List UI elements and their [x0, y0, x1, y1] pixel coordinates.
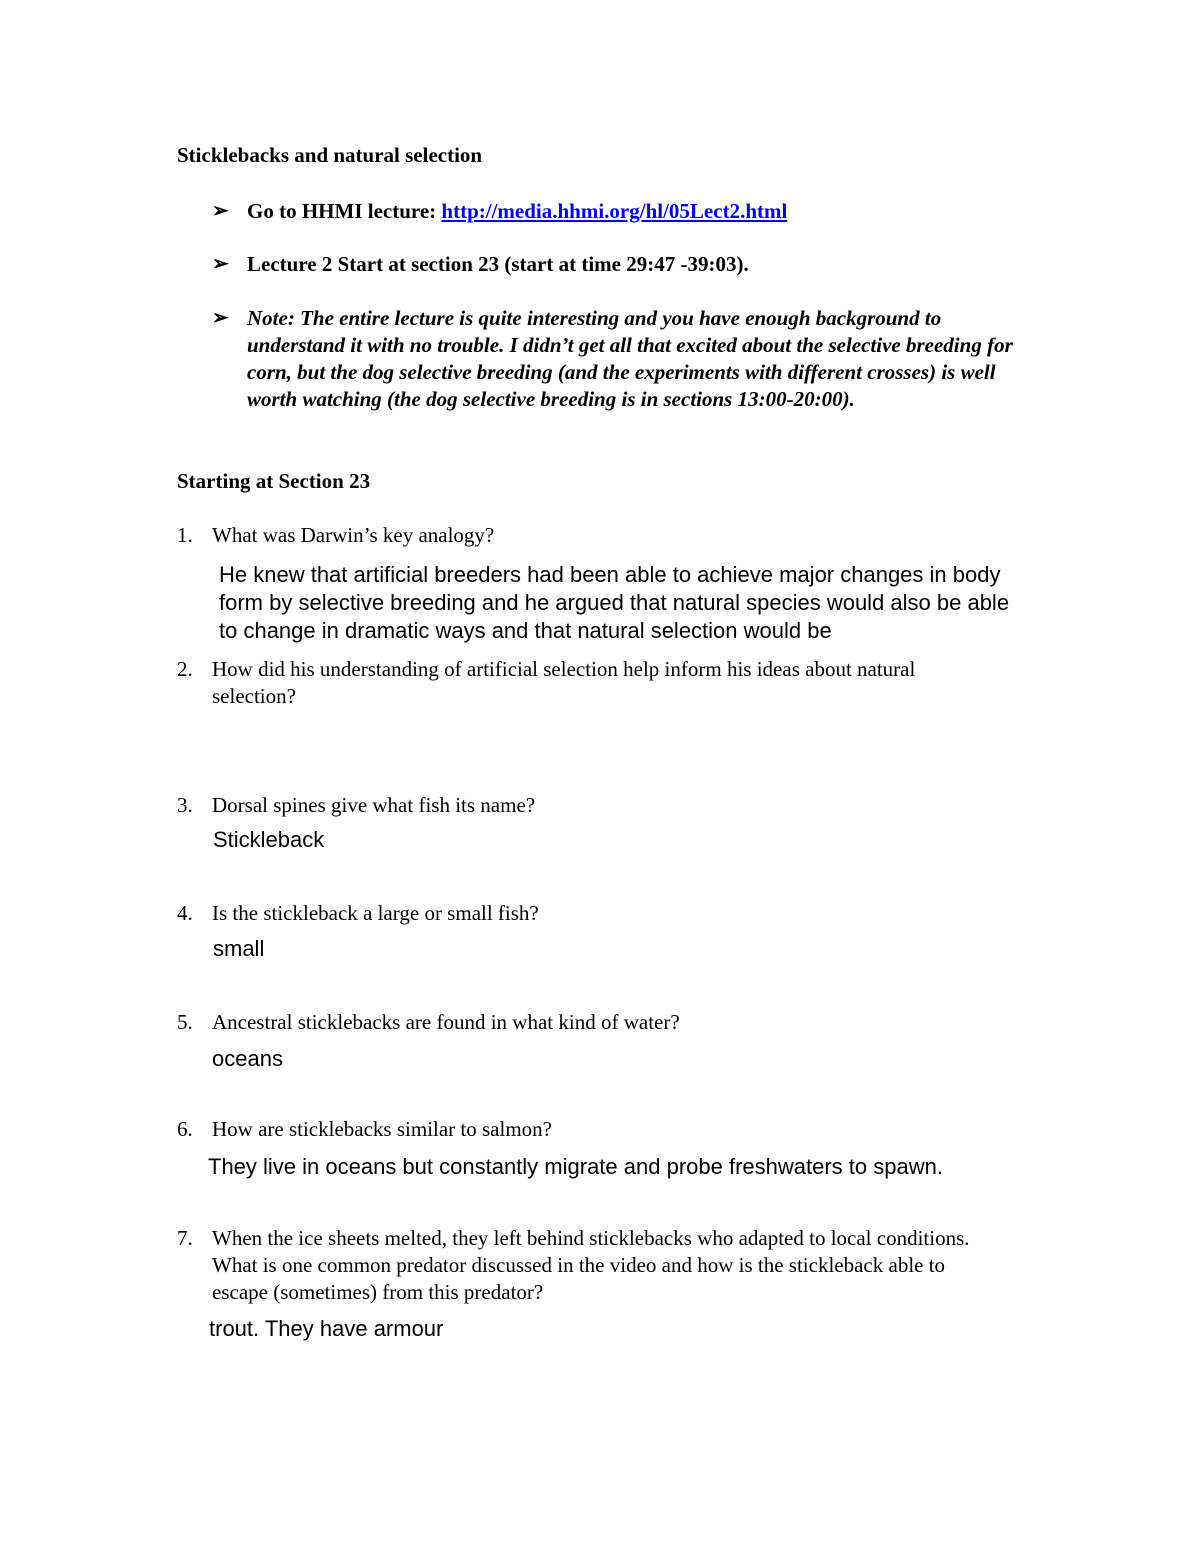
question-text: Dorsal spines give what fish its name? [212, 793, 536, 817]
arrow-bullet-icon: ➢ [212, 200, 229, 222]
question-number: 4. [177, 901, 193, 925]
answer-5[interactable]: oceans [212, 1046, 283, 1071]
question-number: 5. [177, 1010, 193, 1034]
question-text: Is the stickleback a large or small fish? [212, 901, 539, 925]
answer-1[interactable]: He knew that artificial breeders had been able to achieve major changes in body form by selective breeding and he argued that natural species would also be able to change in dramatic ways and that natural selection would be [219, 562, 1010, 643]
section-heading: Starting at Section 23 [177, 469, 371, 493]
bullet-note-text: Note: The entire lecture is quite interesting and you have enough background to understand it with no trouble. I didn’t get all that excited about the selective breeding for corn, but the dog selective breeding (and the experiments with different crosses) is well worth watching (the dog selective breeding is in sections 13:00-20:00). [247, 306, 1013, 411]
hhmi-lecture-link[interactable]: http://media.hhmi.org/hl/05Lect2.html [441, 199, 788, 223]
bullet-prefix: Go to HHMI lecture: [247, 199, 442, 223]
question-number: 6. [177, 1117, 193, 1141]
answer-6[interactable]: They live in oceans but constantly migrate and probe freshwaters to spawn. [208, 1154, 943, 1179]
question-text: When the ice sheets melted, they left behind sticklebacks who adapted to local conditions. What is one common predator discussed in the video and how is the stickleback able to escape (sometimes) from this predator? [212, 1226, 970, 1304]
document-title: Sticklebacks and natural selection [177, 143, 483, 167]
question-text: What was Darwin’s key analogy? [212, 523, 495, 547]
question-text: How are sticklebacks similar to salmon? [212, 1117, 552, 1141]
question-text: Ancestral sticklebacks are found in what kind of water? [212, 1010, 680, 1034]
question-number: 3. [177, 793, 193, 817]
bullet-text: Lecture 2 Start at section 23 (start at time 29:47 -39:03). [247, 252, 749, 276]
answer-4[interactable]: small [213, 936, 265, 961]
answer-3[interactable]: Stickleback [213, 827, 325, 852]
question-number: 7. [177, 1226, 193, 1250]
arrow-bullet-icon: ➢ [212, 253, 229, 275]
arrow-bullet-icon: ➢ [212, 307, 229, 329]
question-number: 1. [177, 523, 193, 547]
answer-2[interactable] [212, 714, 1012, 742]
question-text: How did his understanding of artificial selection help inform his ideas about natural selection? [212, 657, 916, 708]
question-number: 2. [177, 657, 193, 681]
answer-7[interactable]: trout. They have armour [209, 1316, 444, 1341]
